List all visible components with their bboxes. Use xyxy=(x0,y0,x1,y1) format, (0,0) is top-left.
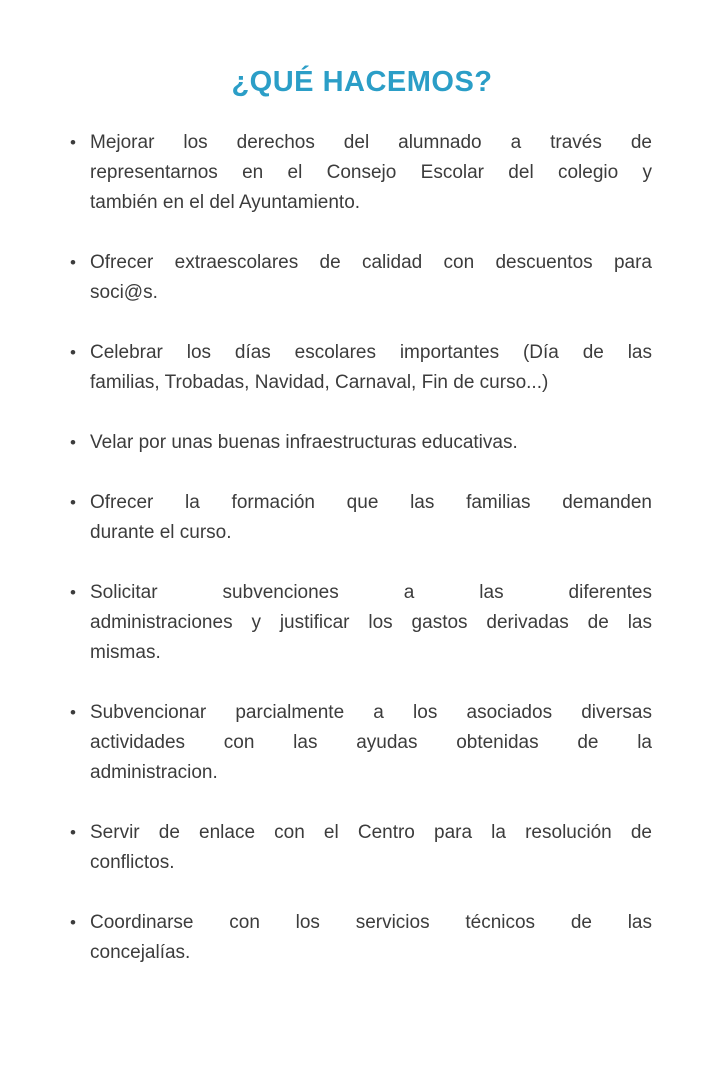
list-item-line: familias, Trobadas, Navidad, Carnaval, Fin de curso...) xyxy=(90,372,549,393)
list-item xyxy=(70,338,652,398)
list-item xyxy=(70,818,652,878)
list-item-line: Subvencionar parcialmente a los asociados diversas xyxy=(90,702,652,723)
bullet-icon: • xyxy=(70,913,76,932)
list-item-line: Mejorar los derechos del alumnado a través de xyxy=(90,132,652,153)
list-item-line: conflictos. xyxy=(90,852,175,873)
list-item-line: representarnos en el Consejo Escolar del colegio y xyxy=(90,162,652,183)
page-title: ¿QUÉ HACEMOS? xyxy=(231,66,493,98)
bullet-list xyxy=(70,128,652,968)
bullet-icon: • xyxy=(70,433,76,452)
list-item-line: durante el curso. xyxy=(90,522,232,543)
list-item xyxy=(70,128,652,218)
bullet-icon: • xyxy=(70,253,76,272)
list-item-line: Velar por unas buenas infraestructuras educativas. xyxy=(90,432,518,453)
list-item-line: actividades con las ayudas obtenidas de la xyxy=(90,732,652,753)
bullet-icon: • xyxy=(70,703,76,722)
list-item-line: Coordinarse con los servicios técnicos de las xyxy=(90,912,652,933)
list-item-line: Servir de enlace con el Centro para la resolución de xyxy=(90,822,652,843)
list-item xyxy=(70,578,652,668)
bullet-icon: • xyxy=(70,343,76,362)
bullet-icon: • xyxy=(70,823,76,842)
list-item xyxy=(70,908,652,968)
list-item xyxy=(70,698,652,788)
list-item xyxy=(70,488,652,548)
list-item-line: administracion. xyxy=(90,762,218,783)
list-item-line: Ofrecer extraescolares de calidad con descuentos para xyxy=(90,252,652,273)
list-item-line: soci@s. xyxy=(90,282,158,303)
bullet-icon: • xyxy=(70,583,76,602)
list-item-line: también en el del Ayuntamiento. xyxy=(90,192,361,213)
list-item-line: administraciones y justificar los gastos derivadas de las xyxy=(90,612,652,633)
list-item-line: mismas. xyxy=(90,642,161,663)
list-item xyxy=(70,248,652,308)
bullet-icon: • xyxy=(70,133,76,152)
list-item-line: concejalías. xyxy=(90,942,191,963)
list-item-line: Celebrar los días escolares importantes (Día de las xyxy=(90,342,652,363)
list-item xyxy=(70,428,652,458)
list-item-line: Ofrecer la formación que las familias demanden xyxy=(90,492,652,513)
list-item-line: Solicitar subvenciones a las diferentes xyxy=(90,582,652,603)
bullet-icon: • xyxy=(70,493,76,512)
document-page xyxy=(0,64,724,1088)
